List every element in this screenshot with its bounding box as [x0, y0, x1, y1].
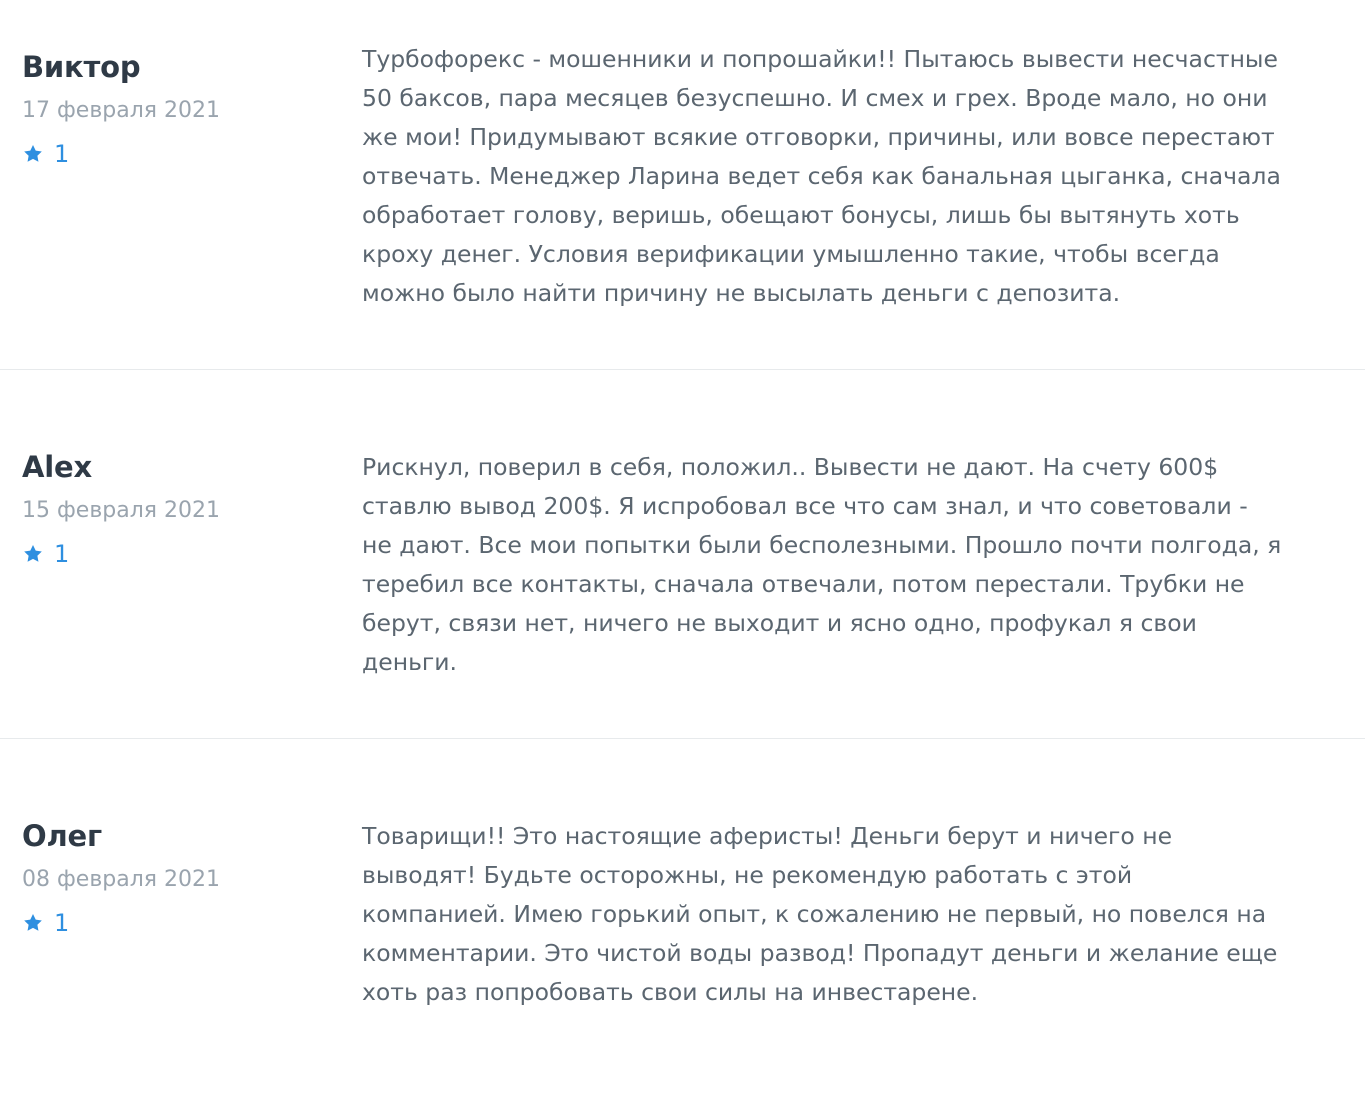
review-meta [22, 817, 362, 938]
review-author: Олег [22, 819, 102, 853]
review-item [0, 370, 1365, 682]
review-text: Рискнул, поверил в себя, положил.. Вывести не дают. На счету 600$ ставлю вывод 200$. Я испробовал все что сам знал, и что советовали - не дают. Все мои попытки были бесполезными. Прошло почти полгода, я теребил все контакты, сначала отвечали, потом перестали. Трубки не берут, связи нет, ничего не выходит и ясно одно, профукал я свои деньги. [362, 453, 1282, 676]
review-body [362, 817, 1343, 1012]
star-icon [22, 912, 44, 934]
star-icon [22, 143, 44, 165]
review-item [0, 739, 1365, 1012]
review-date: 15 февраля 2021 [22, 497, 221, 523]
review-text: Товарищи!! Это настоящие аферисты! Деньги берут и ничего не выводят! Будьте осторожны, не рекомендую работать с этой компанией. Имею горький опыт, к сожалению не первый, но повелся на комментарии. Это чистой воды развод! Пропадут деньги и желание еще хоть раз попробовать свои силы на инвестарене. [362, 822, 1278, 1006]
review-author: Виктор [22, 50, 141, 84]
review-item [0, 0, 1365, 313]
review-rating [22, 540, 362, 569]
review-date: 08 февраля 2021 [22, 866, 221, 892]
review-meta [22, 40, 362, 169]
review-date: 17 февраля 2021 [22, 97, 221, 123]
rating-value: 1 [54, 140, 70, 169]
review-author: Alex [22, 450, 92, 484]
review-text: Турбофорекс - мошенники и попрошайки!! Пытаюсь вывести несчастные 50 баксов, пара месяцев безуспешно. И смех и грех. Вроде мало, но они же мои! Придумывают всякие отговорки, причины, или вовсе перестают отвечать. Менеджер Ларина ведет себя как банальная цыганка, сначала обработает голову, веришь, обещают бонусы, лишь бы вытянуть хоть кроху денег. Условия верификации умышленно такие, чтобы всегда можно было найти причину не высылать деньги с депозита. [362, 45, 1281, 307]
rating-value: 1 [54, 540, 70, 569]
review-rating [22, 140, 362, 169]
review-body [362, 448, 1343, 682]
review-meta [22, 448, 362, 569]
star-icon [22, 543, 44, 565]
review-rating [22, 909, 362, 938]
review-body [362, 40, 1343, 313]
rating-value: 1 [54, 909, 70, 938]
